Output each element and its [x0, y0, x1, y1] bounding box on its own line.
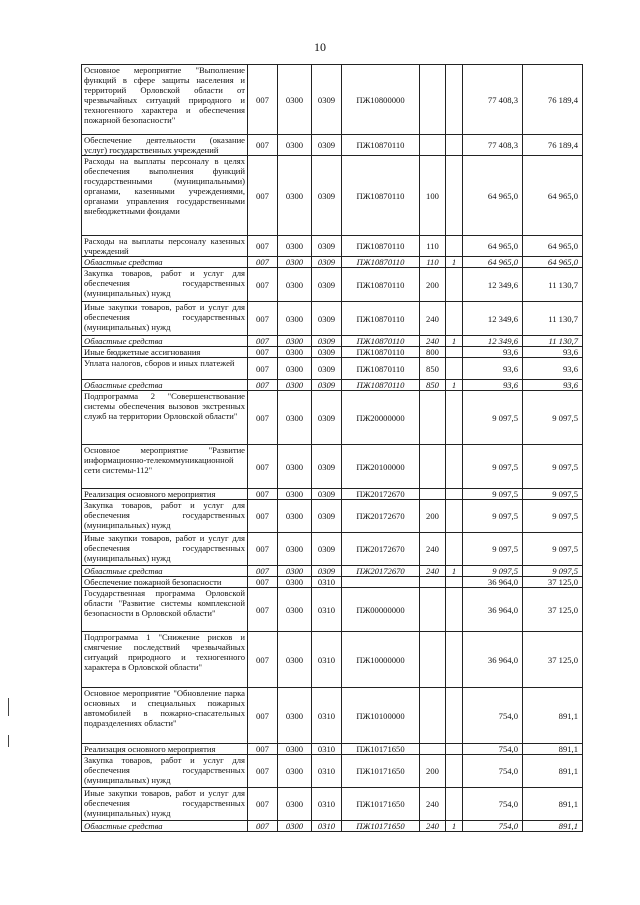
ved-code-cell: 007 — [248, 566, 278, 577]
row-name-cell: Подпрограмма 2 "Совершенствование системы обеспечения вызовов экстренных служб на территории Орловской области" — [82, 391, 248, 445]
target-article-cell: ПЖ00000000 — [342, 588, 420, 632]
row-name-cell: Государственная программа Орловской области "Развитие системы комплексной безопасности в Орловской области" — [82, 588, 248, 632]
funding-source-cell — [446, 755, 463, 788]
amount-year2-cell: 37 125,0 — [523, 588, 583, 632]
amount-year1-cell: 12 349,6 — [463, 302, 523, 336]
amount-year2-cell: 76 189,4 — [523, 135, 583, 156]
expense-type-cell: 240 — [420, 566, 446, 577]
subsection-code-cell: 0310 — [312, 755, 342, 788]
row-name-cell: Подпрограмма 1 "Снижение рисков и смягчение последствий чрезвычайных ситуаций природного и техногенного характера в Орловской области" — [82, 632, 248, 688]
amount-year2-cell: 11 130,7 — [523, 302, 583, 336]
table-row — [82, 577, 583, 588]
ved-code-cell: 007 — [248, 257, 278, 268]
ved-code-cell: 007 — [248, 391, 278, 445]
table-row — [82, 336, 583, 347]
funding-source-cell — [446, 358, 463, 380]
subsection-code-cell: 0309 — [312, 257, 342, 268]
subsection-code-cell: 0309 — [312, 533, 342, 566]
section-code-cell: 0300 — [278, 156, 312, 236]
subsection-code-cell: 0310 — [312, 821, 342, 832]
row-name-cell: Расходы на выплаты персоналу казенных учреждений — [82, 236, 248, 257]
amount-year1-cell: 64 965,0 — [463, 236, 523, 257]
table-row — [82, 500, 583, 533]
ved-code-cell: 007 — [248, 302, 278, 336]
amount-year2-cell: 11 130,7 — [523, 336, 583, 347]
target-article-cell: ПЖ10870110 — [342, 336, 420, 347]
ved-code-cell: 007 — [248, 236, 278, 257]
expense-type-cell: 200 — [420, 500, 446, 533]
amount-year1-cell: 93,6 — [463, 347, 523, 358]
ved-code-cell: 007 — [248, 156, 278, 236]
amount-year2-cell: 9 097,5 — [523, 533, 583, 566]
subsection-code-cell: 0309 — [312, 156, 342, 236]
scan-margin-mark — [8, 698, 9, 716]
table-row — [82, 821, 583, 832]
subsection-code-cell: 0310 — [312, 744, 342, 755]
amount-year1-cell: 64 965,0 — [463, 156, 523, 236]
amount-year2-cell: 64 965,0 — [523, 257, 583, 268]
expense-type-cell: 240 — [420, 788, 446, 821]
funding-source-cell — [446, 788, 463, 821]
subsection-code-cell: 0309 — [312, 500, 342, 533]
table-row — [82, 257, 583, 268]
table-row — [82, 533, 583, 566]
funding-source-cell — [446, 500, 463, 533]
subsection-code-cell: 0310 — [312, 788, 342, 821]
section-code-cell: 0300 — [278, 566, 312, 577]
amount-year1-cell: 754,0 — [463, 755, 523, 788]
amount-year1-cell: 9 097,5 — [463, 445, 523, 489]
section-code-cell: 0300 — [278, 489, 312, 500]
funding-source-cell — [446, 577, 463, 588]
amount-year2-cell: 891,1 — [523, 788, 583, 821]
target-article-cell: ПЖ10171650 — [342, 744, 420, 755]
section-code-cell: 0300 — [278, 302, 312, 336]
ved-code-cell: 007 — [248, 632, 278, 688]
section-code-cell: 0300 — [278, 236, 312, 257]
table-row — [82, 358, 583, 380]
funding-source-cell — [446, 268, 463, 302]
expense-type-cell — [420, 744, 446, 755]
amount-year1-cell: 36 964,0 — [463, 588, 523, 632]
section-code-cell: 0300 — [278, 821, 312, 832]
amount-year1-cell: 64 965,0 — [463, 257, 523, 268]
section-code-cell: 0300 — [278, 755, 312, 788]
section-code-cell: 0300 — [278, 445, 312, 489]
section-code-cell: 0300 — [278, 744, 312, 755]
amount-year2-cell: 93,6 — [523, 347, 583, 358]
ved-code-cell: 007 — [248, 358, 278, 380]
amount-year2-cell: 64 965,0 — [523, 236, 583, 257]
ved-code-cell: 007 — [248, 380, 278, 391]
subsection-code-cell: 0309 — [312, 347, 342, 358]
amount-year1-cell: 93,6 — [463, 358, 523, 380]
amount-year1-cell: 9 097,5 — [463, 391, 523, 445]
amount-year1-cell: 9 097,5 — [463, 500, 523, 533]
subsection-code-cell: 0309 — [312, 302, 342, 336]
amount-year1-cell: 754,0 — [463, 744, 523, 755]
target-article-cell: ПЖ20172670 — [342, 489, 420, 500]
row-name-cell: Иные закупки товаров, работ и услуг для обеспечения государственных (муниципальных) нужд — [82, 533, 248, 566]
amount-year1-cell: 754,0 — [463, 688, 523, 744]
table-body — [82, 65, 583, 832]
table-row — [82, 65, 583, 135]
amount-year1-cell: 93,6 — [463, 380, 523, 391]
section-code-cell: 0300 — [278, 632, 312, 688]
expense-type-cell: 240 — [420, 336, 446, 347]
table-row — [82, 588, 583, 632]
target-article-cell: ПЖ20172670 — [342, 500, 420, 533]
subsection-code-cell: 0309 — [312, 380, 342, 391]
expense-type-cell: 850 — [420, 380, 446, 391]
target-article-cell: ПЖ10171650 — [342, 821, 420, 832]
row-name-cell: Иные закупки товаров, работ и услуг для обеспечения государственных (муниципальных) нужд — [82, 302, 248, 336]
table-row — [82, 135, 583, 156]
funding-source-cell — [446, 236, 463, 257]
amount-year2-cell: 891,1 — [523, 755, 583, 788]
funding-source-cell — [446, 135, 463, 156]
row-name-cell: Закупка товаров, работ и услуг для обеспечения государственных (муниципальных) нужд — [82, 500, 248, 533]
ved-code-cell: 007 — [248, 577, 278, 588]
subsection-code-cell: 0309 — [312, 489, 342, 500]
target-article-cell: ПЖ10870110 — [342, 302, 420, 336]
row-name-cell: Закупка товаров, работ и услуг для обеспечения государственных (муниципальных) нужд — [82, 268, 248, 302]
scan-margin-mark — [8, 735, 9, 747]
amount-year1-cell: 754,0 — [463, 788, 523, 821]
amount-year1-cell: 12 349,6 — [463, 268, 523, 302]
row-name-cell: Обеспечение деятельности (оказание услуг) государственных учреждений — [82, 135, 248, 156]
funding-source-cell — [446, 632, 463, 688]
amount-year2-cell: 11 130,7 — [523, 268, 583, 302]
ved-code-cell: 007 — [248, 688, 278, 744]
ved-code-cell: 007 — [248, 445, 278, 489]
amount-year2-cell: 64 965,0 — [523, 156, 583, 236]
funding-source-cell: 1 — [446, 380, 463, 391]
section-code-cell: 0300 — [278, 380, 312, 391]
target-article-cell: ПЖ10870110 — [342, 156, 420, 236]
ved-code-cell: 007 — [248, 347, 278, 358]
amount-year1-cell: 77 408,3 — [463, 65, 523, 135]
row-name-cell: Областные средства — [82, 821, 248, 832]
table-row — [82, 566, 583, 577]
target-article-cell: ПЖ10870110 — [342, 268, 420, 302]
expense-type-cell — [420, 588, 446, 632]
amount-year2-cell: 93,6 — [523, 358, 583, 380]
subsection-code-cell: 0309 — [312, 135, 342, 156]
page-number: 10 — [314, 40, 326, 54]
target-article-cell: ПЖ10171650 — [342, 755, 420, 788]
ved-code-cell: 007 — [248, 489, 278, 500]
row-name-cell: Основное мероприятие "Обновление парка основных и специальных пожарных автомобилей в пожарно-спасательных подразделениях области" — [82, 688, 248, 744]
target-article-cell: ПЖ10870110 — [342, 347, 420, 358]
funding-source-cell — [446, 688, 463, 744]
amount-year2-cell: 891,1 — [523, 821, 583, 832]
amount-year1-cell: 9 097,5 — [463, 489, 523, 500]
amount-year2-cell: 9 097,5 — [523, 500, 583, 533]
expense-type-cell — [420, 688, 446, 744]
expense-type-cell: 240 — [420, 821, 446, 832]
target-article-cell — [342, 577, 420, 588]
target-article-cell: ПЖ10800000 — [342, 65, 420, 135]
expense-type-cell — [420, 632, 446, 688]
funding-source-cell — [446, 156, 463, 236]
section-code-cell: 0300 — [278, 336, 312, 347]
section-code-cell: 0300 — [278, 788, 312, 821]
expense-type-cell: 200 — [420, 755, 446, 788]
budget-table — [81, 64, 583, 832]
row-name-cell: Закупка товаров, работ и услуг для обеспечения государственных (муниципальных) нужд — [82, 755, 248, 788]
expense-type-cell — [420, 135, 446, 156]
ved-code-cell: 007 — [248, 336, 278, 347]
amount-year2-cell: 9 097,5 — [523, 391, 583, 445]
table-row — [82, 688, 583, 744]
amount-year1-cell: 77 408,3 — [463, 135, 523, 156]
section-code-cell: 0300 — [278, 268, 312, 302]
funding-source-cell: 1 — [446, 566, 463, 577]
subsection-code-cell: 0310 — [312, 632, 342, 688]
expense-type-cell: 240 — [420, 533, 446, 566]
subsection-code-cell: 0309 — [312, 358, 342, 380]
funding-source-cell — [446, 489, 463, 500]
target-article-cell: ПЖ10100000 — [342, 688, 420, 744]
subsection-code-cell: 0309 — [312, 236, 342, 257]
amount-year2-cell: 9 097,5 — [523, 445, 583, 489]
target-article-cell: ПЖ10870110 — [342, 135, 420, 156]
amount-year1-cell: 754,0 — [463, 821, 523, 832]
subsection-code-cell: 0310 — [312, 588, 342, 632]
ved-code-cell: 007 — [248, 533, 278, 566]
expense-type-cell — [420, 391, 446, 445]
table-row — [82, 755, 583, 788]
table-row — [82, 788, 583, 821]
ved-code-cell: 007 — [248, 588, 278, 632]
ved-code-cell: 007 — [248, 268, 278, 302]
subsection-code-cell: 0309 — [312, 65, 342, 135]
section-code-cell: 0300 — [278, 588, 312, 632]
funding-source-cell: 1 — [446, 257, 463, 268]
amount-year1-cell: 9 097,5 — [463, 566, 523, 577]
section-code-cell: 0300 — [278, 257, 312, 268]
amount-year2-cell: 37 125,0 — [523, 577, 583, 588]
funding-source-cell: 1 — [446, 821, 463, 832]
table-row — [82, 445, 583, 489]
expense-type-cell: 110 — [420, 236, 446, 257]
target-article-cell: ПЖ20000000 — [342, 391, 420, 445]
subsection-code-cell: 0309 — [312, 336, 342, 347]
target-article-cell: ПЖ10870110 — [342, 380, 420, 391]
target-article-cell: ПЖ20100000 — [342, 445, 420, 489]
row-name-cell: Основное мероприятие "Выполнение функций в сфере защиты населения и территорий Орловской области от чрезвычайных ситуаций природного и техногенного характера и обеспечения пожарной безопасности" — [82, 65, 248, 135]
table-row — [82, 347, 583, 358]
ved-code-cell: 007 — [248, 755, 278, 788]
subsection-code-cell: 0309 — [312, 391, 342, 445]
row-name-cell: Областные средства — [82, 566, 248, 577]
section-code-cell: 0300 — [278, 533, 312, 566]
table-row — [82, 632, 583, 688]
target-article-cell: ПЖ10870110 — [342, 257, 420, 268]
funding-source-cell — [446, 533, 463, 566]
subsection-code-cell: 0309 — [312, 566, 342, 577]
row-name-cell: Реализация основного мероприятия — [82, 489, 248, 500]
ved-code-cell: 007 — [248, 65, 278, 135]
table-row — [82, 268, 583, 302]
row-name-cell: Областные средства — [82, 380, 248, 391]
target-article-cell: ПЖ10870110 — [342, 358, 420, 380]
amount-year1-cell: 9 097,5 — [463, 533, 523, 566]
expense-type-cell — [420, 489, 446, 500]
target-article-cell: ПЖ10171650 — [342, 788, 420, 821]
amount-year2-cell: 9 097,5 — [523, 566, 583, 577]
ved-code-cell: 007 — [248, 821, 278, 832]
expense-type-cell: 200 — [420, 268, 446, 302]
funding-source-cell — [446, 744, 463, 755]
funding-source-cell — [446, 588, 463, 632]
subsection-code-cell: 0310 — [312, 688, 342, 744]
funding-source-cell — [446, 65, 463, 135]
amount-year2-cell: 76 189,4 — [523, 65, 583, 135]
expense-type-cell: 850 — [420, 358, 446, 380]
row-name-cell: Иные бюджетные ассигнования — [82, 347, 248, 358]
funding-source-cell: 1 — [446, 336, 463, 347]
expense-type-cell — [420, 577, 446, 588]
expense-type-cell — [420, 445, 446, 489]
target-article-cell: ПЖ10000000 — [342, 632, 420, 688]
section-code-cell: 0300 — [278, 391, 312, 445]
ved-code-cell: 007 — [248, 788, 278, 821]
amount-year2-cell: 93,6 — [523, 380, 583, 391]
table-row — [82, 236, 583, 257]
target-article-cell: ПЖ20172670 — [342, 533, 420, 566]
target-article-cell: ПЖ10870110 — [342, 236, 420, 257]
table-row — [82, 302, 583, 336]
table-row — [82, 391, 583, 445]
row-name-cell: Иные закупки товаров, работ и услуг для обеспечения государственных (муниципальных) нужд — [82, 788, 248, 821]
subsection-code-cell: 0309 — [312, 268, 342, 302]
row-name-cell: Областные средства — [82, 257, 248, 268]
funding-source-cell — [446, 302, 463, 336]
ved-code-cell: 007 — [248, 135, 278, 156]
expense-type-cell: 100 — [420, 156, 446, 236]
section-code-cell: 0300 — [278, 347, 312, 358]
section-code-cell: 0300 — [278, 358, 312, 380]
row-name-cell: Реализация основного мероприятия — [82, 744, 248, 755]
subsection-code-cell: 0310 — [312, 577, 342, 588]
row-name-cell: Расходы на выплаты персоналу в целях обеспечения выполнения функций государственными (муниципальными) органами, казенными учреждениями, органами управления государственными внебюджетными фондами — [82, 156, 248, 236]
funding-source-cell — [446, 347, 463, 358]
table-row — [82, 380, 583, 391]
row-name-cell: Обеспечение пожарной безопасности — [82, 577, 248, 588]
amount-year1-cell: 12 349,6 — [463, 336, 523, 347]
ved-code-cell: 007 — [248, 744, 278, 755]
amount-year2-cell: 9 097,5 — [523, 489, 583, 500]
amount-year2-cell: 891,1 — [523, 688, 583, 744]
table-row — [82, 744, 583, 755]
table-row — [82, 156, 583, 236]
funding-source-cell — [446, 445, 463, 489]
row-name-cell: Уплата налогов, сборов и иных платежей — [82, 358, 248, 380]
expense-type-cell: 240 — [420, 302, 446, 336]
ved-code-cell: 007 — [248, 500, 278, 533]
budget-table-container — [81, 64, 583, 832]
expense-type-cell — [420, 65, 446, 135]
amount-year1-cell: 36 964,0 — [463, 632, 523, 688]
section-code-cell: 0300 — [278, 135, 312, 156]
row-name-cell: Областные средства — [82, 336, 248, 347]
amount-year2-cell: 891,1 — [523, 744, 583, 755]
section-code-cell: 0300 — [278, 577, 312, 588]
subsection-code-cell: 0309 — [312, 445, 342, 489]
expense-type-cell: 110 — [420, 257, 446, 268]
section-code-cell: 0300 — [278, 65, 312, 135]
expense-type-cell: 800 — [420, 347, 446, 358]
section-code-cell: 0300 — [278, 688, 312, 744]
funding-source-cell — [446, 391, 463, 445]
target-article-cell: ПЖ20172670 — [342, 566, 420, 577]
table-row — [82, 489, 583, 500]
amount-year1-cell: 36 964,0 — [463, 577, 523, 588]
section-code-cell: 0300 — [278, 500, 312, 533]
row-name-cell: Основное мероприятие "Развитие информационно-телекоммуникационной сети системы-112" — [82, 445, 248, 489]
amount-year2-cell: 37 125,0 — [523, 632, 583, 688]
